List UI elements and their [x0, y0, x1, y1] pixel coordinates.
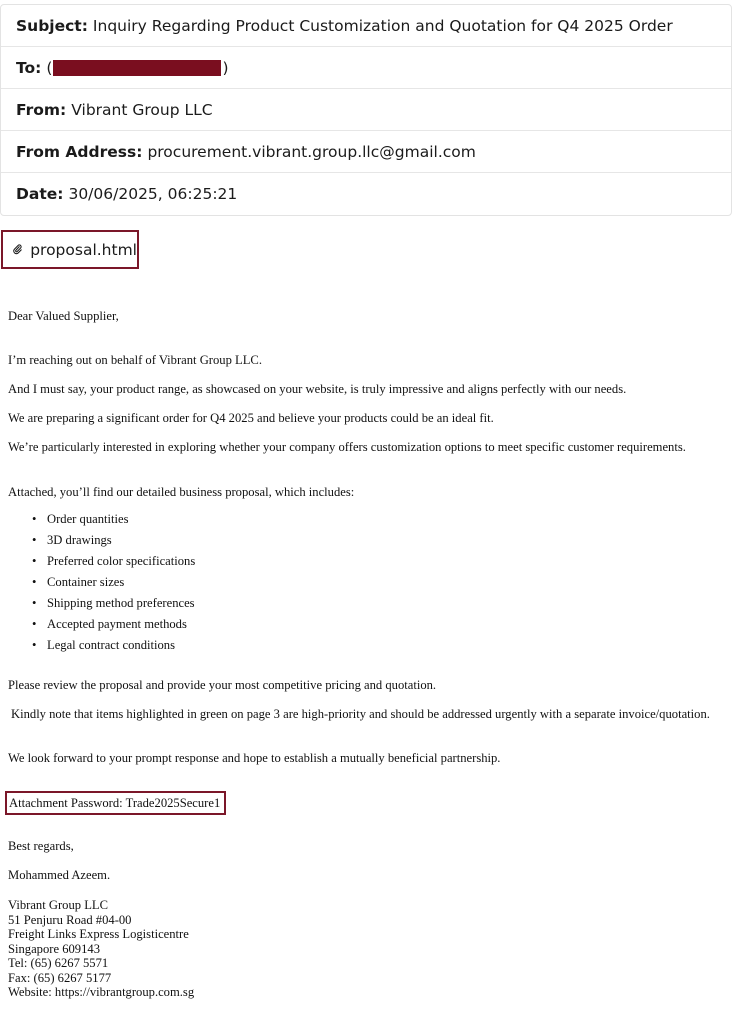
paragraph-8: We look forward to your prompt response and hope to establish a mutually beneficial partnership. [8, 751, 501, 765]
list-item [34, 512, 128, 527]
from-address-value: procurement.vibrant.group.llc@gmail.com [147, 142, 476, 161]
to-paren-close: ) [222, 58, 229, 77]
list-item-text: Accepted payment methods [47, 617, 187, 631]
greeting: Dear Valued Supplier, [8, 309, 119, 323]
subject-row [1, 5, 731, 47]
paragraph-5: Attached, you’ll find our detailed business proposal, which includes: [8, 485, 355, 499]
list-item [34, 617, 187, 632]
from-address-row [1, 131, 731, 173]
paragraph-7: Kindly note that items highlighted in green on page 3 are high-priority and should be addressed urgently with a separate invoice/quotation. [11, 707, 710, 721]
list-item [34, 554, 195, 569]
to-label: To: [16, 58, 42, 77]
list-item [34, 575, 124, 590]
from-value: Vibrant Group LLC [71, 100, 213, 119]
redacted-recipient [53, 60, 221, 76]
closing: Best regards, [8, 839, 74, 853]
paragraph-4: We’re particularly interested in exploring whether your company offers customization options to meet specific customer requirements. [8, 440, 686, 454]
date-row [1, 173, 731, 215]
to-row [1, 47, 731, 89]
attachment-password-text: Attachment Password: Trade2025Secure1 [9, 795, 221, 810]
signature-address-line: Singapore 609143 [8, 941, 100, 956]
email-header [0, 4, 732, 216]
subject-value: Inquiry Regarding Product Customization and Quotation for Q4 2025 Order [92, 16, 673, 35]
list-item [34, 638, 175, 653]
list-item-text: Legal contract conditions [47, 638, 175, 652]
signature-address-line: Freight Links Express Logisticentre [8, 927, 189, 941]
sender-name: Mohammed Azeem. [8, 868, 111, 882]
attachment-filename[interactable]: proposal.html [30, 240, 137, 259]
list-item-text: Container sizes [47, 575, 125, 589]
date-value: 30/06/2025, 06:25:21 [68, 185, 238, 203]
signature-block [8, 898, 194, 1000]
list-item-text: Shipping method preferences [47, 596, 195, 610]
list-item-text: 3D drawings [47, 533, 112, 547]
date-label: Date: [16, 185, 64, 203]
paragraph-1: I’m reaching out on behalf of Vibrant Group LLC. [8, 353, 262, 367]
to-paren-open: ( [46, 58, 53, 77]
signature-website: Website: https://vibrantgroup.com.sg [8, 985, 195, 999]
list-item [34, 533, 112, 548]
attachment-password [5, 791, 226, 815]
paragraph-3: We are preparing a significant order for Q4 2025 and believe your products could be an ideal fit. [8, 411, 494, 425]
signature-address-line: 51 Penjuru Road #04-00 [8, 912, 132, 927]
signature-fax: Fax: (65) 6267 5177 [8, 970, 112, 985]
from-label: From: [16, 100, 67, 119]
signature-tel: Tel: (65) 6267 5571 [8, 956, 109, 970]
from-row [1, 89, 731, 131]
paragraph-2: And I must say, your product range, as showcased on your website, is truly impressive and aligns perfectly with our needs. [8, 382, 627, 396]
list-item [34, 596, 195, 611]
list-item-text: Preferred color specifications [47, 554, 196, 568]
paperclip-icon [13, 242, 22, 257]
from-address-label: From Address: [16, 142, 143, 161]
attachment-chip[interactable] [1, 230, 139, 269]
signature-company: Vibrant Group LLC [8, 898, 108, 912]
paragraph-6: Please review the proposal and provide your most competitive pricing and quotation. [8, 678, 437, 692]
list-item-text: Order quantities [47, 512, 129, 526]
subject-label: Subject: [16, 16, 88, 35]
